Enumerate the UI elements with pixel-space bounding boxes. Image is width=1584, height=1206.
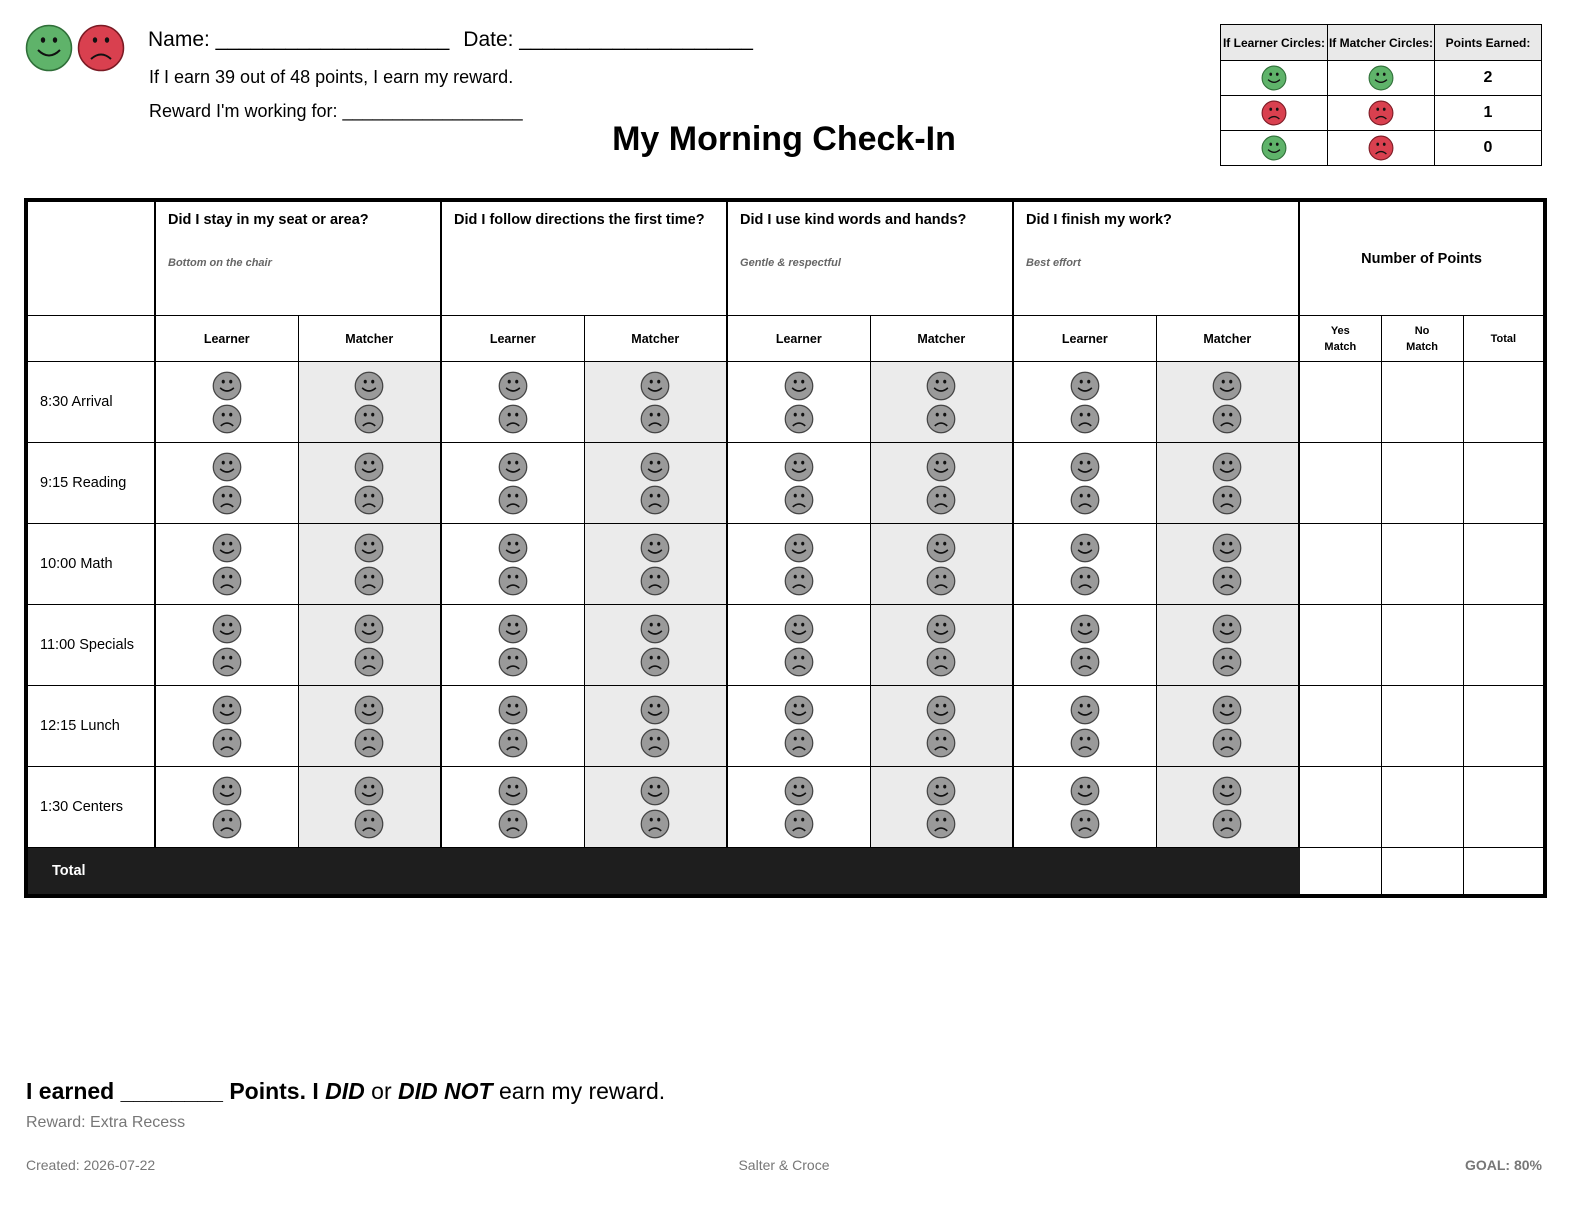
learner-response-cell — [441, 686, 584, 767]
name-date-line — [148, 28, 753, 52]
happy-face-icon[interactable] — [728, 614, 870, 644]
learner-response-cell — [155, 686, 298, 767]
created-date: Created: 2026-07-22 — [26, 1157, 156, 1173]
legend-matcher-sad-icon — [1328, 131, 1435, 166]
time-label: 9:15 Reading — [26, 443, 155, 524]
role-header-learner: Learner — [1013, 316, 1156, 362]
sad-face-icon[interactable] — [585, 809, 727, 839]
question-header — [727, 200, 1013, 316]
role-corner-cell — [26, 316, 155, 362]
learner-response-cell — [441, 767, 584, 848]
learner-response-cell — [727, 605, 870, 686]
time-label: 11:00 Specials — [26, 605, 155, 686]
legend-learner-happy-icon — [1221, 131, 1328, 166]
sad-face-icon[interactable] — [1014, 566, 1156, 596]
time-row — [26, 767, 1545, 848]
time-label: 8:30 Arrival — [26, 362, 155, 443]
sad-face-icon[interactable] — [442, 566, 584, 596]
question-title: Did I use kind words and hands? — [740, 212, 967, 228]
time-row — [26, 362, 1545, 443]
total-points-cell[interactable] — [1463, 362, 1545, 443]
happy-face-icon[interactable] — [156, 452, 298, 482]
question-header — [155, 200, 441, 316]
happy-face-icon[interactable] — [442, 776, 584, 806]
happy-face-icon[interactable] — [299, 776, 441, 806]
sad-face-icon[interactable] — [1014, 404, 1156, 434]
earned-statement — [26, 1078, 665, 1105]
sad-face-icon[interactable] — [1157, 728, 1299, 758]
matcher-response-cell — [1156, 362, 1299, 443]
matcher-response-cell — [298, 362, 441, 443]
learner-response-cell — [1013, 443, 1156, 524]
earned-suffix: earn my reward. — [492, 1078, 666, 1104]
happy-face-icon[interactable] — [871, 695, 1013, 725]
sad-face-icon[interactable] — [299, 728, 441, 758]
role-header-matcher: Matcher — [298, 316, 441, 362]
happy-face-icon[interactable] — [585, 533, 727, 563]
happy-face-icon[interactable] — [1014, 695, 1156, 725]
sad-face-icon[interactable] — [728, 404, 870, 434]
learner-response-cell — [727, 362, 870, 443]
no-match-cell[interactable] — [1381, 605, 1463, 686]
sad-face-icon[interactable] — [299, 809, 441, 839]
checkin-table — [24, 198, 1547, 898]
learner-response-cell — [441, 605, 584, 686]
happy-face-icon[interactable] — [299, 614, 441, 644]
sad-face-icon[interactable] — [442, 728, 584, 758]
question-header — [1013, 200, 1299, 316]
sad-face-icon[interactable] — [1014, 728, 1156, 758]
happy-face-icon[interactable] — [871, 776, 1013, 806]
total-points-cell[interactable] — [1463, 443, 1545, 524]
learner-response-cell — [727, 686, 870, 767]
sad-face-icon[interactable] — [585, 404, 727, 434]
sad-face-icon[interactable] — [1014, 647, 1156, 677]
sad-face-icon[interactable] — [871, 485, 1013, 515]
corner-cell — [26, 200, 155, 316]
points-col-no: No Match — [1381, 316, 1463, 362]
learner-response-cell — [155, 524, 298, 605]
happy-face-icon[interactable] — [156, 695, 298, 725]
total-row — [26, 848, 1545, 897]
no-match-cell[interactable] — [1381, 686, 1463, 767]
total-points-cell[interactable] — [1463, 605, 1545, 686]
question-title: Did I stay in my seat or area? — [168, 212, 369, 228]
role-header-matcher: Matcher — [870, 316, 1013, 362]
matcher-response-cell — [584, 767, 727, 848]
time-row — [26, 443, 1545, 524]
question-title: Did I finish my work? — [1026, 212, 1172, 228]
points-col-yes: Yes Match — [1299, 316, 1381, 362]
matcher-response-cell — [298, 767, 441, 848]
time-label: 1:30 Centers — [26, 767, 155, 848]
happy-face-icon[interactable] — [299, 695, 441, 725]
sad-face-icon[interactable] — [156, 485, 298, 515]
happy-face-icon[interactable] — [585, 371, 727, 401]
matcher-response-cell — [1156, 686, 1299, 767]
points-col-total: Total — [1463, 316, 1545, 362]
happy-face-icon[interactable] — [442, 695, 584, 725]
matcher-response-cell — [584, 443, 727, 524]
total-label: Total — [26, 848, 1299, 897]
happy-face-icon[interactable] — [1014, 776, 1156, 806]
no-match-cell[interactable] — [1381, 767, 1463, 848]
total-points-cell[interactable] — [1463, 767, 1545, 848]
happy-face-icon[interactable] — [585, 776, 727, 806]
legend-points-value: 2 — [1435, 61, 1542, 96]
time-row — [26, 524, 1545, 605]
happy-face-icon[interactable] — [442, 614, 584, 644]
matcher-response-cell — [870, 686, 1013, 767]
learner-response-cell — [155, 605, 298, 686]
question-subtitle: Best effort — [1026, 257, 1081, 269]
did-option[interactable]: DID — [325, 1078, 365, 1104]
matcher-response-cell — [870, 524, 1013, 605]
matcher-response-cell — [1156, 605, 1299, 686]
sad-face-icon[interactable] — [299, 485, 441, 515]
legend-points-value: 0 — [1435, 131, 1542, 166]
sad-face-icon[interactable] — [1157, 485, 1299, 515]
happy-face-icon[interactable] — [728, 452, 870, 482]
legend-row — [1221, 61, 1542, 96]
happy-face-icon[interactable] — [585, 614, 727, 644]
sad-face-icon[interactable] — [728, 728, 870, 758]
sad-face-icon[interactable] — [728, 809, 870, 839]
legend-header-matcher: If Matcher Circles: — [1328, 25, 1435, 61]
time-label: 12:15 Lunch — [26, 686, 155, 767]
reward-note: Reward: Extra Recess — [26, 1114, 186, 1131]
no-match-cell[interactable] — [1381, 524, 1463, 605]
sad-face-icon[interactable] — [442, 647, 584, 677]
happy-face-icon[interactable] — [1157, 533, 1299, 563]
yes-match-cell[interactable] — [1299, 686, 1381, 767]
sad-face-icon[interactable] — [1014, 809, 1156, 839]
legend-matcher-sad-icon — [1328, 96, 1435, 131]
name-field[interactable]: Name: ____________________ — [148, 28, 450, 51]
sad-face-icon[interactable] — [1157, 647, 1299, 677]
sad-face-icon[interactable] — [585, 728, 727, 758]
earned-prefix[interactable]: I earned ________ Points. I — [26, 1078, 326, 1104]
matcher-response-cell — [1156, 443, 1299, 524]
number-of-points-header: Number of Points — [1299, 200, 1545, 316]
role-header-matcher: Matcher — [584, 316, 727, 362]
legend-learner-happy-icon — [1221, 61, 1328, 96]
grand-total-cell[interactable] — [1463, 848, 1545, 897]
matcher-response-cell — [584, 686, 727, 767]
happy-face-icon[interactable] — [299, 371, 441, 401]
learner-response-cell — [155, 767, 298, 848]
sad-face-icon[interactable] — [156, 728, 298, 758]
role-header-matcher: Matcher — [1156, 316, 1299, 362]
role-header-learner: Learner — [727, 316, 870, 362]
happy-face-icon[interactable] — [299, 452, 441, 482]
authors: Salter & Croce — [738, 1157, 830, 1173]
matcher-response-cell — [870, 767, 1013, 848]
legend-points-value: 1 — [1435, 96, 1542, 131]
role-header-learner: Learner — [155, 316, 298, 362]
happy-face-icon[interactable] — [442, 371, 584, 401]
legend-row — [1221, 96, 1542, 131]
sad-face-icon[interactable] — [585, 485, 727, 515]
sad-face-icon[interactable] — [1157, 566, 1299, 596]
sad-face-icon[interactable] — [871, 566, 1013, 596]
legend-matcher-happy-icon — [1328, 61, 1435, 96]
matcher-response-cell — [584, 362, 727, 443]
happy-face-icon[interactable] — [585, 452, 727, 482]
legend-header-points: Points Earned: — [1435, 25, 1542, 61]
happy-face-icon[interactable] — [442, 533, 584, 563]
learner-response-cell — [727, 443, 870, 524]
learner-response-cell — [155, 443, 298, 524]
sad-face-icon[interactable] — [728, 566, 870, 596]
sad-face-icon[interactable] — [442, 809, 584, 839]
time-row — [26, 605, 1545, 686]
learner-response-cell — [1013, 767, 1156, 848]
matcher-response-cell — [298, 605, 441, 686]
role-header-learner: Learner — [441, 316, 584, 362]
sad-face-icon[interactable] — [156, 647, 298, 677]
date-field[interactable]: Date: ____________________ — [463, 28, 753, 51]
yes-match-cell[interactable] — [1299, 767, 1381, 848]
matcher-response-cell — [298, 524, 441, 605]
question-header-row — [26, 200, 1545, 316]
time-row — [26, 686, 1545, 767]
goal-percent: GOAL: 80% — [1464, 1157, 1542, 1173]
learner-response-cell — [727, 767, 870, 848]
sad-face-icon[interactable] — [442, 404, 584, 434]
time-label: 10:00 Math — [26, 524, 155, 605]
happy-face-icon[interactable] — [156, 614, 298, 644]
matcher-response-cell — [584, 605, 727, 686]
goal-sentence: If I earn 39 out of 48 points, I earn my reward. — [149, 67, 514, 87]
legend-header-learner: If Learner Circles: — [1221, 25, 1328, 61]
learner-response-cell — [155, 362, 298, 443]
legend-header-row — [1221, 25, 1542, 61]
happy-face-icon[interactable] — [1157, 776, 1299, 806]
sad-face-icon[interactable] — [585, 647, 727, 677]
learner-response-cell — [441, 362, 584, 443]
sad-face-icon[interactable] — [1014, 485, 1156, 515]
question-title: Did I follow directions the first time? — [454, 212, 705, 228]
learner-response-cell — [441, 443, 584, 524]
happy-face-icon[interactable] — [871, 371, 1013, 401]
sad-face-icon[interactable] — [1157, 404, 1299, 434]
yes-match-cell[interactable] — [1299, 524, 1381, 605]
happy-face-icon[interactable] — [1014, 533, 1156, 563]
happy-face-icon[interactable] — [442, 452, 584, 482]
sad-face-icon[interactable] — [728, 485, 870, 515]
learner-response-cell — [727, 524, 870, 605]
happy-face-icon[interactable] — [1014, 614, 1156, 644]
sad-face-icon[interactable] — [156, 566, 298, 596]
happy-face-icon[interactable] — [156, 371, 298, 401]
sad-face-icon[interactable] — [728, 647, 870, 677]
sad-face-icon[interactable] — [871, 809, 1013, 839]
yes-match-cell[interactable] — [1299, 362, 1381, 443]
learner-response-cell — [1013, 605, 1156, 686]
happy-face-icon[interactable] — [1157, 452, 1299, 482]
question-subtitle: Bottom on the chair — [168, 257, 272, 269]
happy-face-icon[interactable] — [1014, 371, 1156, 401]
learner-response-cell — [1013, 524, 1156, 605]
matcher-response-cell — [1156, 524, 1299, 605]
total-yes-match-cell[interactable] — [1299, 848, 1381, 897]
sad-face-icon[interactable] — [156, 404, 298, 434]
did-not-option[interactable]: DID NOT — [398, 1078, 493, 1104]
matcher-response-cell — [584, 524, 727, 605]
no-match-cell[interactable] — [1381, 443, 1463, 524]
sad-face-icon[interactable] — [1157, 809, 1299, 839]
sad-face-icon[interactable] — [156, 809, 298, 839]
sad-face-icon[interactable] — [299, 404, 441, 434]
happy-face-icon[interactable] — [871, 452, 1013, 482]
sad-face-icon[interactable] — [442, 485, 584, 515]
matcher-response-cell — [298, 443, 441, 524]
happy-face-icon[interactable] — [728, 371, 870, 401]
legend-learner-sad-icon — [1221, 96, 1328, 131]
learner-response-cell — [441, 524, 584, 605]
happy-face-icon[interactable] — [1157, 371, 1299, 401]
sad-face-icon[interactable] — [299, 647, 441, 677]
happy-face-icon[interactable] — [871, 614, 1013, 644]
matcher-response-cell — [1156, 767, 1299, 848]
total-points-cell[interactable] — [1463, 686, 1545, 767]
happy-face-icon[interactable] — [1014, 452, 1156, 482]
happy-face-icon[interactable] — [156, 533, 298, 563]
question-header — [441, 200, 727, 316]
happy-face-icon[interactable] — [1157, 614, 1299, 644]
legend-row — [1221, 131, 1542, 166]
happy-face-icon[interactable] — [156, 776, 298, 806]
total-no-match-cell[interactable] — [1381, 848, 1463, 897]
happy-face-icon[interactable] — [728, 695, 870, 725]
matcher-response-cell — [870, 443, 1013, 524]
question-subtitle: Gentle & respectful — [740, 257, 841, 269]
learner-response-cell — [1013, 686, 1156, 767]
no-match-cell[interactable] — [1381, 362, 1463, 443]
total-points-cell[interactable] — [1463, 524, 1545, 605]
or-text: or — [364, 1078, 399, 1104]
matcher-response-cell — [870, 362, 1013, 443]
sad-face-icon[interactable] — [871, 404, 1013, 434]
yes-match-cell[interactable] — [1299, 605, 1381, 686]
points-legend — [1220, 24, 1542, 166]
happy-face-icon[interactable] — [299, 533, 441, 563]
learner-response-cell — [1013, 362, 1156, 443]
happy-face-icon[interactable] — [728, 533, 870, 563]
sad-face-icon[interactable] — [585, 566, 727, 596]
sad-face-icon[interactable] — [871, 647, 1013, 677]
page-title: My Morning Check-In — [612, 120, 956, 158]
sad-face-icon[interactable] — [871, 728, 1013, 758]
happy-face-icon[interactable] — [728, 776, 870, 806]
sad-face-icon[interactable] — [299, 566, 441, 596]
happy-face-icon[interactable] — [871, 533, 1013, 563]
yes-match-cell[interactable] — [1299, 443, 1381, 524]
happy-face-icon[interactable] — [1157, 695, 1299, 725]
matcher-response-cell — [298, 686, 441, 767]
happy-face-icon[interactable] — [585, 695, 727, 725]
matcher-response-cell — [870, 605, 1013, 686]
role-header-row — [26, 316, 1545, 362]
reward-line[interactable]: Reward I'm working for: __________________ — [149, 101, 523, 121]
